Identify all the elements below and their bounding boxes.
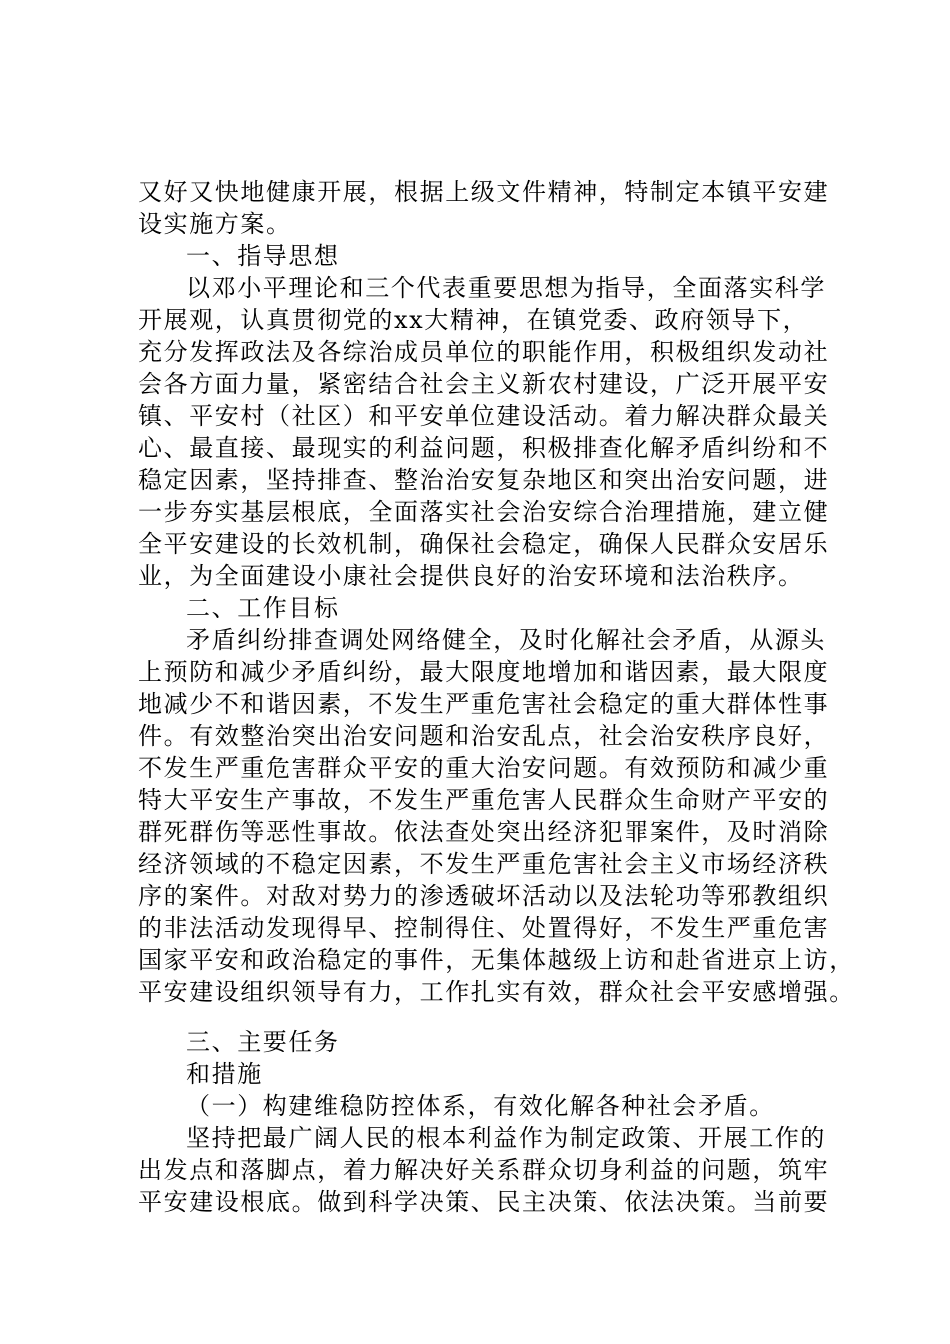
body-text-line: 特大平安生产事故，不发生严重危害人民群众生命财产平安的: [138, 786, 830, 814]
body-text-line: 上预防和减少矛盾纠纷，最大限度地增加和谐因素，最大限度: [138, 658, 830, 686]
body-text-line: 平安建设根底。做到科学决策、民主决策、依法决策。当前要: [138, 1188, 830, 1216]
body-text-line: 全平安建设的长效机制，确保社会稳定，确保人民群众安居乐: [138, 530, 830, 558]
body-text-line: 地减少不和谐因素，不发生严重危害社会稳定的重大群体性事: [138, 690, 830, 718]
body-text-line: 心、最直接、最现实的利益问题，积极排查化解矛盾纠纷和不: [138, 434, 830, 462]
body-text-line: 一步夯实基层根底，全面落实社会治安综合治理措施，建立健: [138, 498, 830, 526]
body-text-line: 的非法活动发现得早、控制得住、处置得好，不发生严重危害: [138, 914, 830, 942]
body-text-line: 充分发挥政法及各综治成员单位的职能作用，积极组织发动社: [138, 338, 830, 366]
body-text-line: 设实施方案。: [138, 210, 292, 238]
section-heading-guiding-ideology: 一、指导思想: [186, 242, 340, 270]
body-text-line: 经济领域的不稳定因素，不发生严重危害社会主义市场经济秩: [138, 850, 830, 878]
body-text-line: 序的案件。对敌对势力的渗透破坏活动以及法轮功等邪教组织: [138, 882, 830, 910]
section-heading-work-goals: 二、工作目标: [186, 594, 340, 622]
body-text-line: 不发生严重危害群众平安的重大治安问题。有效预防和减少重: [138, 754, 830, 782]
body-text-line: 出发点和落脚点，着力解决好关系群众切身利益的问题，筑牢: [138, 1156, 830, 1184]
body-text-line: 群死群伤等恶性事故。依法查处突出经济犯罪案件，及时消除: [138, 818, 830, 846]
body-text-line: 又好又快地健康开展，根据上级文件精神，特制定本镇平安建: [138, 178, 830, 206]
body-text-line: 镇、平安村（社区）和平安单位建设活动。着力解决群众最关: [138, 402, 830, 430]
body-text-line: 业，为全面建设小康社会提供良好的治安环境和法治秩序。: [138, 562, 804, 590]
paragraph-first-line: 以邓小平理论和三个代表重要思想为指导，全面落实科学: [186, 274, 826, 302]
body-text-line: 会各方面力量，紧密结合社会主义新农村建设，广泛开展平安: [138, 370, 830, 398]
body-text-line: 件。有效整治突出治安问题和治安乱点，社会治安秩序良好，: [138, 722, 830, 750]
paragraph-first-line: 矛盾纠纷排查调处网络健全，及时化解社会矛盾，从源头: [186, 626, 826, 654]
section-heading-main-tasks: 三、主要任务: [186, 1028, 340, 1056]
subsection-heading: （一）构建维稳防控体系，有效化解各种社会矛盾。: [186, 1092, 775, 1120]
section-heading-continuation: 和措施: [186, 1060, 263, 1088]
body-text-line: 平安建设组织领导有力，工作扎实有效，群众社会平安感增强。: [138, 978, 855, 1006]
paragraph-first-line: 坚持把最广阔人民的根本利益作为制定政策、开展工作的: [186, 1124, 826, 1152]
body-text-line: 稳定因素，坚持排查、整治治安复杂地区和突出治安问题，进: [138, 466, 830, 494]
body-text-line: 开展观，认真贯彻党的xx大精神，在镇党委、政府领导下，: [138, 306, 809, 334]
body-text-line: 国家平安和政治稳定的事件，无集体越级上访和赴省进京上访，: [138, 946, 855, 974]
